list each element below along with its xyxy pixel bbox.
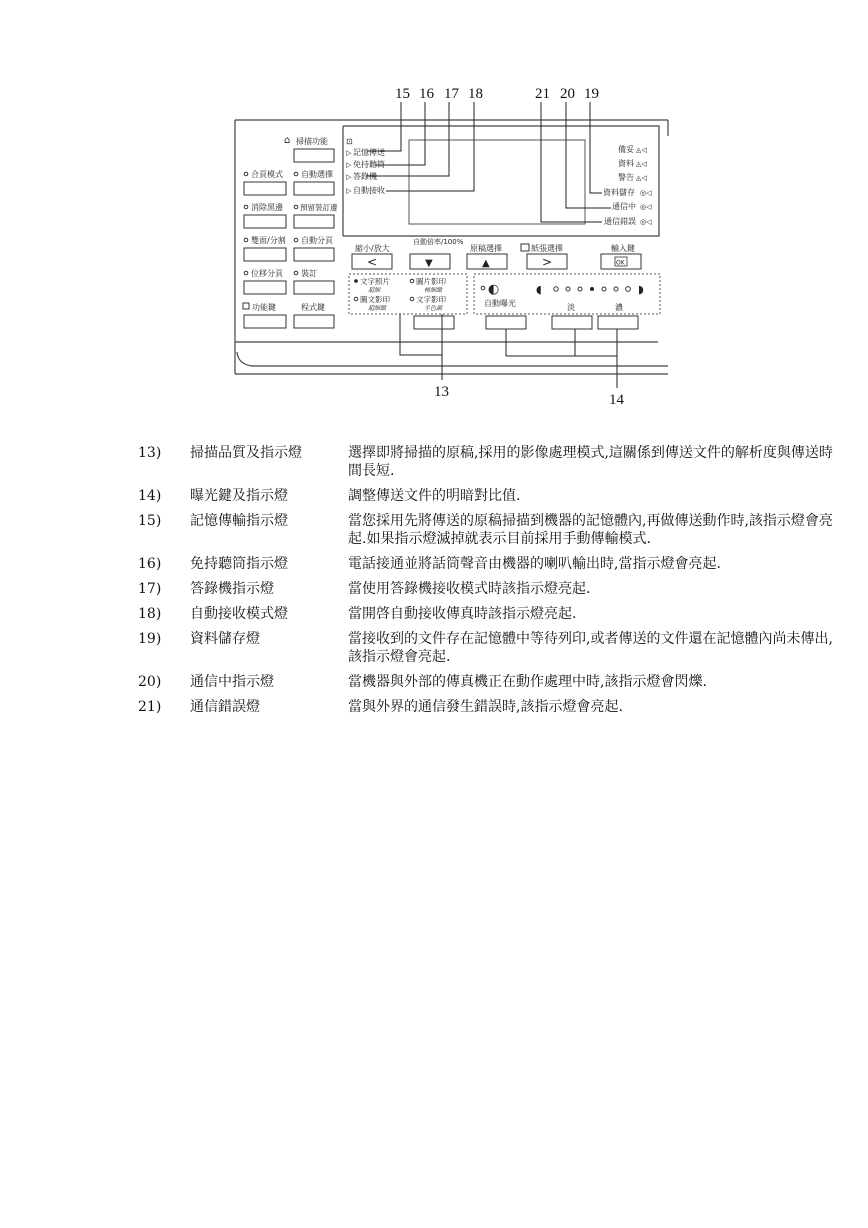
mode-text-photo-sub: 超細 [368, 287, 381, 294]
item-description: 當接收到的文件存在記憶體中等待列印,或者傳送的文件還在記憶體內尚未傳出,該指示燈會亮起. [348, 631, 833, 665]
item-name: 自動接收模式燈 [190, 606, 288, 622]
navigation-keys [352, 237, 641, 269]
lcd-corner-icon: ⊡ [346, 137, 353, 146]
auto-exposure-button[interactable] [486, 316, 526, 329]
btn-label-duplex: 雙面/分割 [251, 236, 286, 245]
indicator-handsfree: 免持聽筒 [353, 160, 385, 169]
indicator-communicating: 通信中 [612, 202, 636, 211]
list-item [138, 673, 838, 691]
list-item [138, 444, 838, 480]
auto-ratio-key-symbol: ▼ [425, 258, 433, 269]
btn-label-staple: 裝訂 [301, 269, 317, 278]
auto-exposure-label: 自動曝光 [484, 299, 516, 308]
item-description: 電話接通並將話筒聲音由機器的喇叭輸出時,當指示燈會亮起. [348, 556, 721, 572]
scan-quality-group [349, 274, 467, 314]
item-number: 21) [138, 699, 162, 715]
item-description: 當使用答錄機接收模式時該指示燈亮起. [348, 581, 591, 597]
callout-18: 18 [468, 86, 483, 102]
indicator-data: 資料 [618, 159, 634, 168]
callout-16: 16 [419, 86, 434, 102]
indicator-memory-tx: 記憶傳送 [353, 148, 385, 157]
exposure-group [474, 274, 660, 314]
erase-border-button[interactable] [244, 215, 286, 228]
item-name: 通信錯誤燈 [190, 699, 260, 715]
mode-mixed-copy: 圖文影印 [360, 295, 390, 304]
item-name: 曝光鍵及指示燈 [190, 488, 288, 504]
paper-select-key-symbol: > [542, 255, 553, 269]
auto-exposure-icon: ◐ [488, 282, 500, 297]
merge-mode-button[interactable] [244, 182, 286, 195]
function-key-button[interactable] [244, 315, 286, 328]
svg-text:▷: ▷ [346, 173, 352, 181]
svg-text:▷: ▷ [346, 149, 352, 157]
callout-21: 21 [535, 86, 550, 102]
svg-text:◬◁: ◬◁ [636, 174, 647, 182]
item-number: 15) [138, 513, 162, 529]
top-callouts [395, 86, 599, 102]
scan-quality-button[interactable] [414, 316, 454, 329]
offset-sort-button[interactable] [244, 281, 286, 294]
list-item [138, 555, 838, 573]
svg-text:◬◁: ◬◁ [636, 160, 647, 168]
key-label-zoom: 縮小/放大 [355, 244, 390, 253]
item-description: 調整傳送文件的明暗對比值. [348, 488, 521, 504]
light-label: 淡 [567, 303, 575, 312]
exposure-dark-button[interactable] [598, 316, 638, 329]
item-number: 14) [138, 488, 162, 504]
list-item [138, 630, 838, 666]
item-description: 當與外界的通信發生錯誤時,該指示燈會亮起. [348, 699, 623, 715]
binding-margin-button[interactable] [294, 215, 334, 228]
btn-label-auto-sort: 自動分頁 [301, 236, 333, 245]
mode-text-photo: 文字照片 [360, 277, 390, 286]
callout-19: 19 [584, 86, 599, 102]
callout-20: 20 [560, 86, 575, 102]
list-item [138, 487, 838, 505]
key-label-auto-ratio: 自動倍率/100% [413, 238, 464, 246]
callout-13: 13 [434, 384, 449, 400]
item-name: 免持聽筒指示燈 [190, 556, 288, 572]
btn-label-auto-select: 自動選擇 [301, 170, 333, 179]
mode-mixed-copy-sub: 超細緻 [368, 305, 387, 312]
list-item [138, 512, 838, 548]
left-button-column [243, 135, 338, 328]
svg-text:◬◁: ◬◁ [636, 146, 647, 154]
item-number: 18) [138, 606, 162, 622]
svg-text:▷: ▷ [346, 161, 352, 169]
item-name: 掃描品質及指示燈 [190, 445, 302, 461]
item-name: 通信中指示燈 [190, 674, 274, 690]
indicator-data-storage: 資料儲存 [603, 188, 635, 197]
control-panel-diagram [0, 0, 868, 440]
indicator-ready: 備妥 [618, 145, 634, 154]
btn-label-offset: 位移分頁 [251, 269, 283, 278]
duplex-split-button[interactable] [244, 248, 286, 261]
dark-label: 濃 [615, 303, 623, 312]
item-name: 答錄機指示燈 [190, 581, 274, 597]
list-item [138, 580, 838, 598]
svg-text:◎◁: ◎◁ [640, 203, 652, 211]
scan-function-button[interactable] [294, 149, 334, 162]
svg-text:◎◁: ◎◁ [640, 218, 652, 226]
item-description: 當您採用先將傳送的原稿掃描到機器的記憶體內,再做傳送動作時,該指示燈會亮起.如果指示燈滅掉就表示目前採用手動傳輸模式. [348, 513, 833, 547]
exposure-light-button[interactable] [552, 316, 592, 329]
lcd-display [409, 140, 585, 224]
light-icon: ◖ [536, 283, 542, 296]
key-label-original: 原稿選擇 [470, 244, 502, 253]
auto-sort-button[interactable] [294, 248, 334, 261]
scan-function-label: 掃描功能 [296, 137, 328, 146]
svg-text:◎◁: ◎◁ [640, 189, 652, 197]
program-key-button[interactable] [294, 315, 334, 328]
original-select-key-symbol: ▲ [482, 258, 490, 269]
list-item [138, 605, 838, 623]
callout-17: 17 [444, 86, 459, 102]
item-number: 17) [138, 581, 162, 597]
indicator-answering: 答錄機 [353, 172, 377, 181]
svg-text:▷: ▷ [346, 187, 352, 195]
key-label-paper: 紙張選擇 [531, 244, 563, 253]
btn-label-merge: 合頁模式 [251, 170, 283, 179]
callout-15: 15 [395, 86, 410, 102]
mode-text-copy: 文字影印 [416, 295, 446, 304]
mode-image-copy: 圖片影印 [416, 277, 446, 286]
item-number: 20) [138, 674, 162, 690]
indicator-auto-receive: 自動接收 [353, 186, 385, 195]
enter-key-symbol: OK [616, 259, 625, 267]
item-description: 當機器與外部的傳真機正在動作處理中時,該指示燈會閃爍. [348, 674, 707, 690]
key-label-enter: 輸入鍵 [611, 244, 635, 253]
item-description: 選擇即將掃描的原稿,採用的影像處理模式,這關係到傳送文件的解析度與傳送時間長短. [348, 445, 833, 479]
mode-image-copy-sub: 極細緻 [424, 287, 443, 294]
zoom-key-symbol: < [367, 255, 378, 269]
lcd-right-indicators [603, 144, 652, 226]
btn-label-program: 程式鍵 [301, 303, 325, 312]
item-number: 13) [138, 445, 162, 461]
callout-14: 14 [609, 392, 624, 408]
staple-button[interactable] [294, 281, 334, 294]
item-number: 16) [138, 556, 162, 572]
description-list [138, 444, 838, 723]
auto-select-button[interactable] [294, 182, 334, 195]
mode-text-copy-sub: 半色調 [424, 305, 443, 312]
item-name: 記憶傳輸指示燈 [190, 513, 288, 529]
btn-label-erase: 消除黑邊 [251, 203, 283, 212]
item-name: 資料儲存燈 [190, 631, 260, 647]
item-description: 當開啓自動接收傳真時該指示燈亮起. [348, 606, 577, 622]
scan-function-icon: ⌂ [284, 135, 291, 146]
item-number: 19) [138, 631, 162, 647]
btn-label-binding: 預留裝訂邊 [300, 203, 338, 212]
indicator-comm-error: 通信錯誤 [604, 217, 636, 226]
indicator-warning: 警告 [618, 173, 634, 182]
btn-label-function: 功能鍵 [252, 303, 276, 312]
lcd-left-indicators [346, 147, 385, 195]
list-item [138, 698, 838, 716]
dark-icon: ◗ [638, 283, 644, 296]
